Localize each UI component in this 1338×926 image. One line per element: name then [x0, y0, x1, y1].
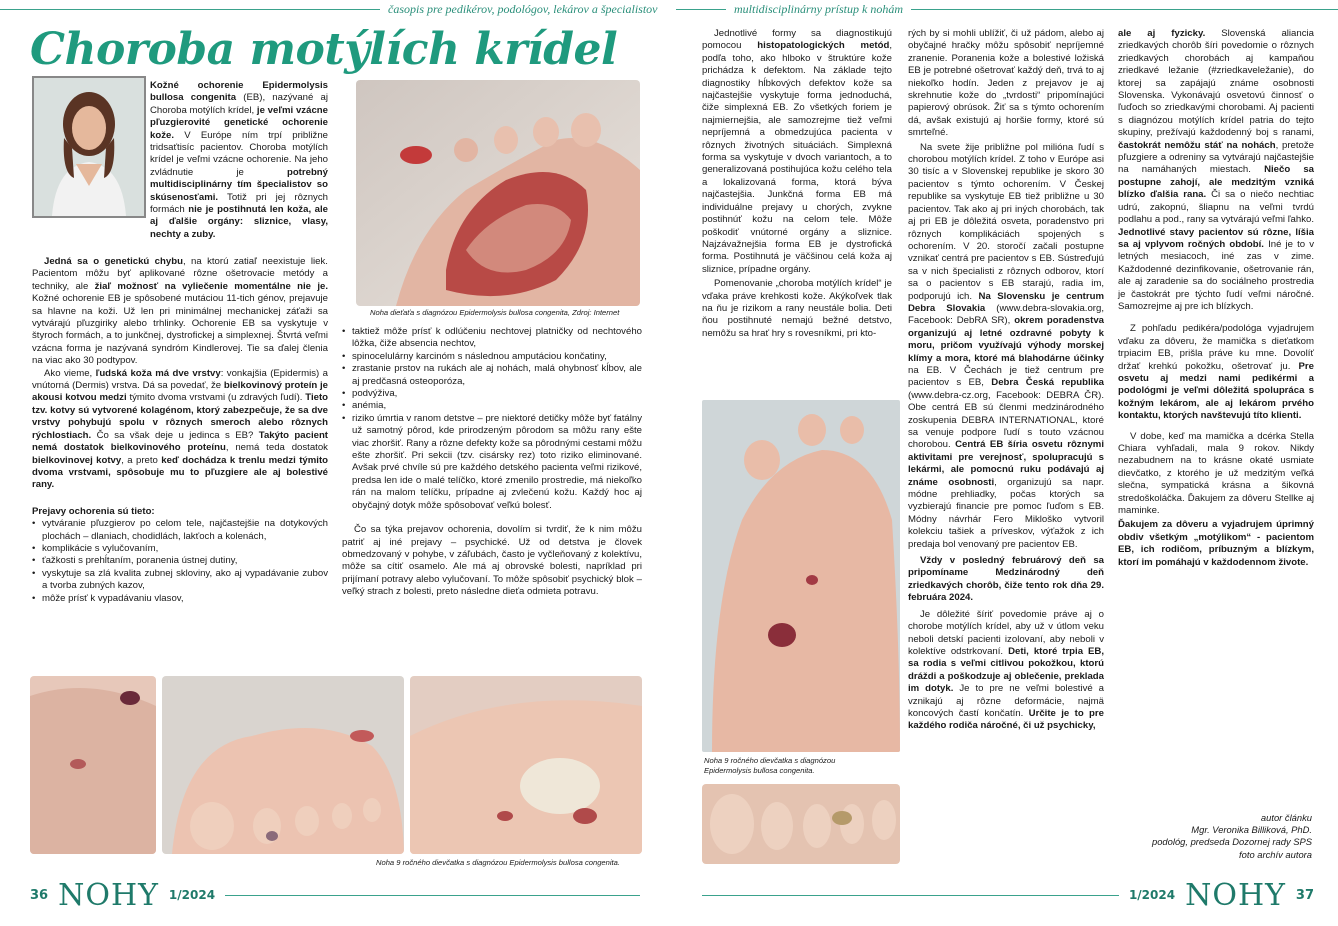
right-foot-photo [702, 400, 900, 752]
child-foot-photo [356, 80, 640, 306]
foot-photo-2 [162, 676, 404, 854]
list-item: • ťažkosti s prehĺtaním, poranenia ústnej dutiny, [32, 555, 328, 567]
photo-credit: foto archív autora [1239, 848, 1312, 860]
caption-line: Noha 9 ročného dievčatka s diagnózou [704, 756, 836, 765]
magazine-logo: NOHY [1185, 877, 1286, 913]
foot-photo-1 [30, 676, 156, 854]
author-label: autor článku [1260, 812, 1312, 823]
right-footer [702, 877, 1314, 913]
magazine-logo: NOHY [58, 877, 159, 913]
right-toes-photo [702, 784, 900, 864]
page-number: 37 [1295, 887, 1314, 903]
author-credit [1116, 812, 1312, 861]
list-item: • zrastanie prstov na rukách ale aj nohách, malá ohybnosť kĺbov, ale aj predčasná osteoporóza, [342, 363, 642, 388]
list-item: • taktiež môže prísť k odlúčeniu nechtovej platničky od nechtového lôžka, čiže absencia nechtov, [342, 326, 642, 351]
foot-photo-3 [410, 676, 642, 854]
page-number: 36 [30, 887, 49, 903]
issue-number: 1/2024 [1128, 888, 1176, 902]
right-header [676, 0, 1338, 18]
author-role: podológ, predseda Dozornej rady SPS [1152, 836, 1312, 848]
top-photo-caption: Noha dieťaťa s diagnózou Epidermolysis bullosa congenita, Zdroj: Internet [370, 308, 620, 317]
right-page [676, 0, 1338, 926]
left-footer [30, 877, 640, 913]
column-2-body: • taktiež môže prísť k odlúčeniu nechtovej platničky od nechtového lôžka, čiže absencia nechtov, • spinocelulárny karcinóm s následnou amputáciou končatiny, • zrastanie prstov na rukách ale aj nohách, malá ohybnosť kĺbov, ale aj predčasná osteoporóza, • podvýživa, • anémia, • riziko úmrtia v ranom detstve – pre niektoré detičky môže byť fatálny už samotný pôrod, kde prirodzeným pôrodom sa môžu rany ešte viac zhoršiť. Rany a rôzne defekty kože sa pôrodnými cestami môžu ešte zhoršiť. Pri sekcii (tzv. cisársky rez) toto riziko eliminované. Avšak prvé chvíle sú pre každého detského pacienta veľmi rizikové, predsa len ide o malé telíčko, ktoré zmenilo prostredie, má niekoľko rán na malom telíčku, prípadne aj zvlečenú kožu. Každý hoc aj obyčajný dotyk môže spôsobovať veľkú bolesť. Čo sa týka prejavov ochorenia, dovolím si tvrdiť, že k nim môžu patriť aj iné prejavy – psychické. Už od detstva je človek obmedzovaný v pohybe, v záľubách, často je vyčleňovaný z kolektívu, môže sa cítiť osamelo. Ale má aj obrovské bolesti, napríklad pri prijímaní potravy alebo vylučovaní. To môže spôsobiť psychický blok – veľký strach z bolesti, preto následne dieťa odmieta potravu. [342, 326, 642, 599]
left-header-text: časopis pre pedikérov, podológov, lekárov a špecialistov [388, 1, 658, 16]
list-item: • riziko úmrtia v ranom detstve – pre niektoré detičky môže byť fatálny už samotný pôrod, kde prirodzeným pôrodom sa môžu rany ešte viac zhoršiť. Rany a rôzne defekty kože sa pôrodnými cestami môžu ešte zhoršiť. Pri sekcii (tzv. cisársky rez) toto riziko eliminované. Avšak prvé chvíle sú pre každého detského pacienta veľmi rizikové, predsa len ide o malé telíčko, ktoré zmenilo prostredie, má niekoľko rán na malom telíčku, prípadne aj zvlečenú kožu. Každý hoc aj obyčajný dotyk môže spôsobovať veľkú bolesť. [342, 413, 642, 512]
column-5-body: ale aj fyzicky. Slovenská aliancia zriedkavých chorôb šíri povedomie o rôznych zriedkavých chorobách aj kampaňou zriedkavé ležanie (#zriedkaveležanie), do ktorej sa zapájajú známe osobnosti Slovenska. Vykonávajú osvetovú činnosť o ľuďoch so zriedkavými chorobami. Aj pacienti s diagnózou motýlích krídel patria do tejto skupiny, prežívajú každodenný boj s ranami, častokrát nemôžu stáť na nohách, pretože pľuzgiere a odreniny sa vytvárajú najčastejšie na namáhaných miestach. Niečo sa postupne zahojí, ale medzitým vzniká blízko ďalšia rana. Či sa o niečo nechtiac udrú, zakopnú, šliapnu na veľmi tvrdú podlahu a pod., rany sa vytvárajú veľmi ľahko. Jednotlivé stavy pacientov sú rôzne, líšia sa aj vplyvom ročných období. Iné je to v letných mesiacoch, iné zas v zime. Každodenné dezinfikovanie, ošetrovanie rán, ale aj zaradenie sa do sociálneho prostredia je častokrát pre týchto ľudí veľmi náročné. Samozrejme aj pre ich blízkych. Z pohľadu pedikéra/podológa vyjadrujem vďaku za dôveru, že mamička s dieťatkom trpiacim EB, prišla práve ku mne. Dovolíť držať krehkú pokožku, ošetrovať ju. Pre osvetu aj medzi nami pedikérmi a podológmi je veľmi dôležitá spolupráca s kožným lekárom, ale aj lekárom prvého kontaktu, ktorých navštevujú títo klienti. V dobe, keď ma mamička a dcérka Stella Chiara vyhľadali, mala 9 rokov. Nikdy nezabudnem na to krásne okaté usmiate dievčatko, z ktorého je už medzitým veľká slečna, sympatická krásna a šikovná stredoškoláčka. Ďakujem za dôveru Stellke aj maminke. Ďakujem za dôveru a vyjadrujem úprimný obdiv všetkým „motýlikom“ - pacientom EB, ich rodičom, príbuzným a blízkym, ktorí im pomáhajú v každodennom živote. [1118, 28, 1314, 568]
right-header-text: multidisciplinárny prístup k nohám [734, 1, 903, 16]
symptoms-list-continued [342, 326, 642, 512]
symptoms-list-title: Prejavy ochorenia sú tieto: [32, 505, 155, 517]
strip-photos-caption: Noha 9 ročného dievčatka s diagnózou Epidermolysis bullosa congenita. [376, 858, 620, 867]
issue-number: 1/2024 [168, 888, 216, 902]
article-title: Choroba motýlích krídel [30, 24, 618, 75]
column-3-body: Jednotlivé formy sa diagnostikujú pomocou histopatologických metód, podľa toho, ako hlboko v štruktúre kože prichádza k defektom. Na základe tejto diagnostiky hĺbkových defektov kože sa najčastejšie vyskytuje forma jednoduchá, čiže simplexná EB. Zo všetkých foriem je najmiernejšia, ale samozrejme tiež veľmi nepríjemná a obmedzujúca pacienta v rôznych životných situáciách. Simplexná forma sa vyskytuje v dvoch variantoch, a to generalizovaná postihujúca kožu celého tela a lokalizovaná forma, ktorá býva najčastejšia. Junkčná forma EB má individuálne prejavy u chorých, zvykne postihnúť kožu na celom tele. Môže poškodiť vnútorné orgány a sliznice. Najzávažnejšia forma EB je dystrofická forma. Postihnutá je väčšinou celá koža aj sliznice, prípadne orgány. Pomenovanie „choroba motýlích krídel“ je vďaka práve krehkosti kože. Akýkoľvek tlak na ňu je rizikom a rany neustále bolia. Deti ňou postihnuté nemajú bežné detstvo, nemôžu sa hrať hry s rovesníkmi, pri kto- [702, 28, 892, 339]
caption-line: Epidermolysis bullosa congenita. [704, 766, 815, 775]
column-1-body: Jedná sa o genetickú chybu, na ktorú zatiaľ neexistuje liek. Pacientom môžu byť aplikované rôzne ošetrovacie metódy a techniky, ale žiaľ možnosť na vyliečenie momentálne nie je. Kožné ochorenie EB je spôsobené mutáciou 11-tich génov, prejavuje sa hlavne na koži. Už len pri minimálnej mechanickej záťaži sa vytvárajú pľuzgiriky alebo trhlinky. Ochorenie EB sa vyskytuje v štyroch formách, a to junkčnej, dystrofickej a simplexnej. Štvrtá veľmi vzácna forma je nazývaná syndróm Kindlerovej. Tie sa ďalej členia na viac ako 30 podtypov. Ako vieme, ľudská koža má dve vrstvy: vonkajšia (Epidermis) a vnútorná (Dermis) vrstva. Dá sa povedať, že bielkovinový proteín je akousi kotvou medzi týmito dvoma vrstvami (u zdravých ľudí). Tieto tzv. kotvy sú vytvorené kolagénom, ktorý zabezpečuje, že sa dve vrstvy pohybujú spolu v rôznych smeroch alebo rôznych rýchlostiach. Čo sa však deje u jedinca s EB? Takýto pacient nemá dostatok bielkovinového proteínu, nemá teda dostatok bielkovinovej kotvy, a preto keď dochádza k trenlu medzi týmito dvoma vrstvami, spôsobuje mu to pľuzgiere ale aj bolestivé rany. Prejavy ochorenia sú tieto: • vytváranie pľuzgierov po celom tele, najčastejšie na dotykových plochách – dlaniach, chodidlách, lakťoch a kolenách, • komplikácie s vylučovaním, • ťažkosti s prehĺtaním, poranenia ústnej dutiny, • vyskytuje sa zlá kvalita zubnej skloviny, ako aj vypadávanie zubov a tvorba zubných kazov, • môže prísť k vypadávaniu vlasov, [32, 256, 328, 605]
left-page [0, 0, 662, 926]
right-photo-caption [704, 756, 904, 776]
left-header [0, 0, 662, 18]
list-item: • vyskytuje sa zlá kvalita zubnej skloviny, ako aj vypadávanie zubov a tvorba zubných kazov, [32, 568, 328, 593]
column-4-body: rých by si mohli ublížiť, či už pádom, alebo aj obyčajné hračky môžu spôsobiť nepríjemné zranenie. Poranenia kože a bolestivé ložiská EB je potrebné ošetrovať každý deň, trvá to aj niekoľko hodín. Jeden z prejavov je aj skrehnutie kože do „tvrdosti“ pripomínajúci papierový obrúsok. Žiť sa s týmto ochorením dá, avšak existujú aj horšie formy, ktoré sú smrteľné. Na svete žije približne pol milióna ľudí s chorobou motýlích krídel. Z toho v Európe asi 30 tisíc a v Slovenskej republike je skoro 30 pacientov s týmto ochorením. V Českej republike sa vyskytuje EB tiež približne u 30 pacientov. Tak ako aj pri iných chorobách, tak aj pri EB je dôležitá osveta, poradenstvo pri rôznych komplikáciách spojených s ochorením. V 20. storočí začali postupne vznikať centrá pre pacientov s EB. Sústreďujú sa v nich špecialisti z rôznych odborov, ktorí sa o pacientov s EB starajú, radia im, podporujú ich. Na Slovensku je centrum Debra Slovakia (www.debra-slovakia.org, Facebook: DebRA SR), okrem poradenstva organizujú aj letné ozdravné pobyty k moru, pričom využívajú výhody morskej klímy a mora, ktoré má blahodárne účinky na EB. V Čechách je tiež centrum pre pacientov s EB, Debra Česká republika (www.debra-cz.org, Facebook: DEBRA ČR). Obe centrá EB sú členmi medzinárodného zoskupenia DEBRA INTERNATIONAL, ktoré sa venuje podpore ľudí s touto vzácnou chorobou. Centrá EB šíria osvetu rôznymi aktivitami pre verejnosť, spolupracujú s lekármi, ale pomocnú ruku podávajú aj známe osobnosti, organizujú sa napr. módne prehliadky, počas ktorých sa vyzbierajú financie pre pomoc ľuďom s EB. Módny návrhár Fero Mikloško vytvoril kolekciu tašiek a príveskov, výťažok z ich predaja bol venovaný pre pacientov EB. Vždy v posledný februárový deň sa pripomíname Medzinárodný deň zriedkavých chorôb, čiže tento rok dňa 29. februára 2024. Je dôležité šíriť povedomie práve aj o chorobe motýlích krídel, aby už v útlom veku neboli detskí pacienti izolovaní, aby neboli v kolektíve odstrkovaní. Deti, ktoré trpia EB, sa rodia s veľmi citlivou pokožkou, ktorú dráždi a poškodzuje aj oblečenie, preklada im dotyk. Je to pre ne veľmi bolestivé a vznikajú aj rôzne deformácie, najmä koncových častí končatín. Určite je to pre každého rodiča náročné, či už psychicky, [908, 28, 1105, 732]
list-item: • podvýživa, [342, 388, 642, 400]
author-name: Mgr. Veronika Billiková, PhD. [1191, 824, 1312, 836]
symptoms-list [32, 518, 328, 605]
list-item: • spinocelulárny karcinóm s následnou amputáciou končatiny, [342, 351, 642, 363]
list-item: • vytváranie pľuzgierov po celom tele, najčastejšie na dotykových plochách – dlaniach, chodidlách, lakťoch a kolenách, [32, 518, 328, 543]
author-portrait [32, 76, 146, 218]
list-item: • anémia, [342, 400, 642, 412]
list-item: • komplikácie s vylučovaním, [32, 543, 328, 555]
list-item: • môže prísť k vypadávaniu vlasov, [32, 593, 328, 605]
intro-paragraph-top: Kožné ochorenie Epidermolysis bullosa congenita (EB), nazývané aj Choroba motýlích krídel, je veľmi vzácne pľuzgierovité genetické ochorenie kože. V Európe ním trpí približne tridsaťtisíc pacientov. Choroba motýlích krídel je veľmi vzácne ochorenie. Na jeho zvládnutie je potrebný multidisciplinárny tím špecialistov so skúsenosťami. Totiž pri jej rôznych formách nie je postihnutá len koža, ale aj ďalšie orgány: sliznice, vlasy, nechty a zuby. [150, 80, 328, 240]
